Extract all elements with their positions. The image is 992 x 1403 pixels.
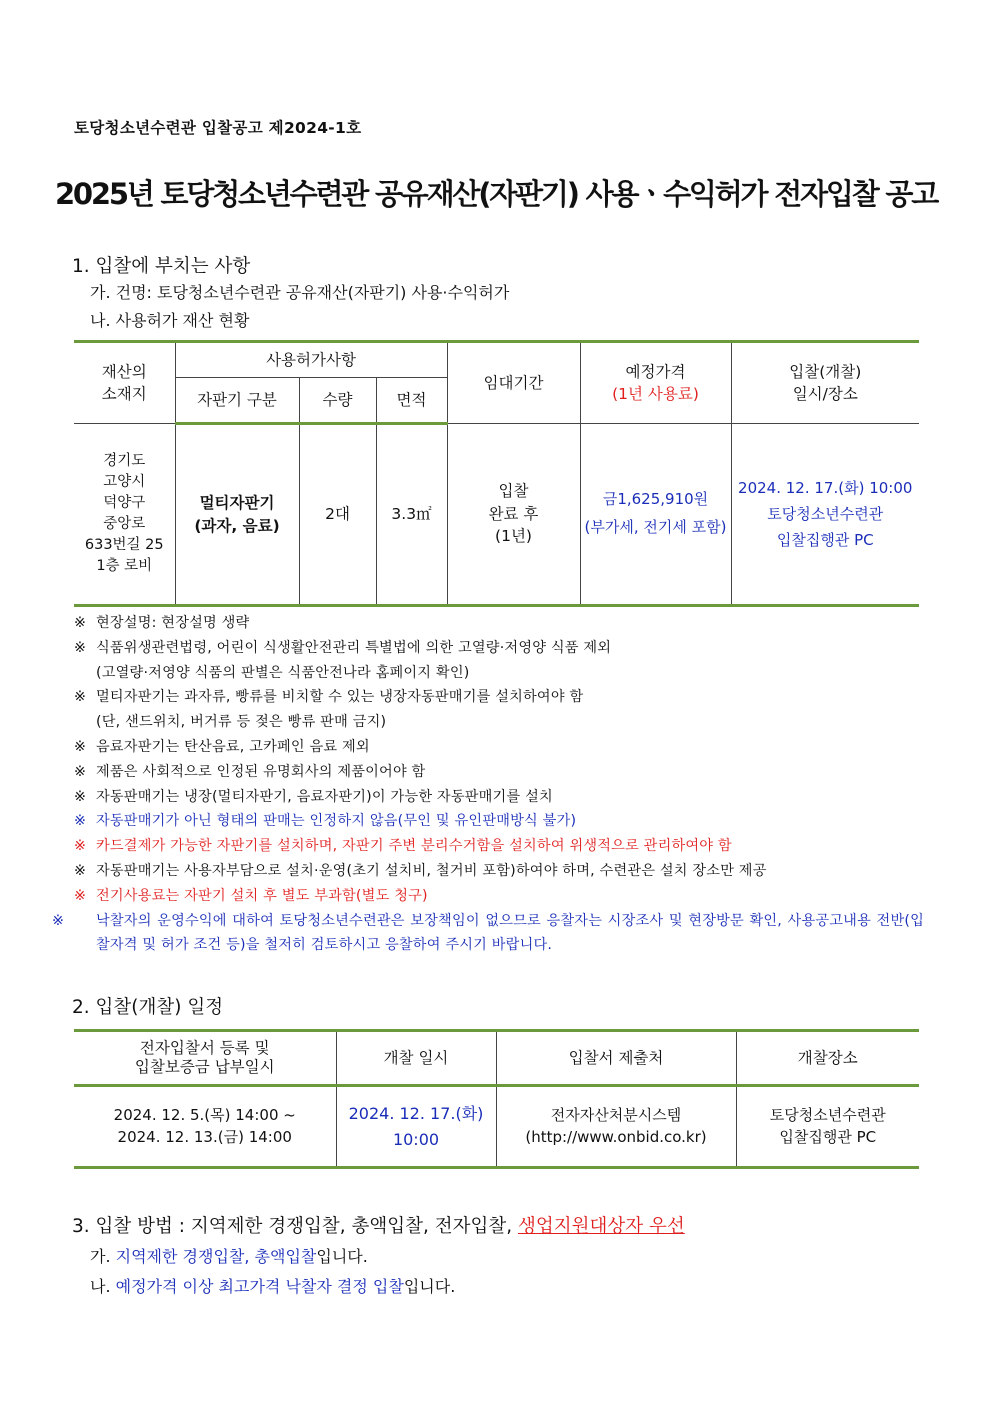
header-price-note: (1년 사용료): [612, 385, 699, 403]
note-item: [74, 611, 924, 636]
note-mark: ※: [74, 838, 87, 855]
header-open-place: 개찰장소: [736, 1031, 919, 1086]
section-1-item-na: 나. 사용허가 재산 현황: [90, 311, 250, 330]
note-item: [74, 884, 924, 909]
header-qty: 수량: [299, 378, 376, 424]
section-3-item-na-label: 나.: [90, 1277, 116, 1296]
note-mark: ※: [74, 615, 87, 631]
cell-price-note: (부가세, 전기세 포함): [584, 518, 727, 536]
cell-price: [580, 424, 731, 606]
header-location: 재산의 소재지: [74, 342, 175, 424]
note-mark: ※: [74, 738, 87, 755]
cell-open-date: 2024. 12. 17.(화) 10:00: [336, 1086, 496, 1168]
note-item: [74, 785, 924, 810]
note-item: [74, 685, 924, 710]
cell-area: 3.3㎡: [376, 424, 447, 606]
note-mark: ※: [52, 912, 65, 929]
note-text: (고열량·저영양 식품의 판별은 식품안전나라 홈페이지 확인): [96, 664, 470, 681]
note-text: 자동판매기는 사용자부담으로 설치·운영(초기 설치비, 철거비 포함)하여야 하며, 수련관은 설치 장소만 제공: [96, 862, 767, 879]
note-item: [74, 661, 924, 686]
note-item: [74, 636, 924, 661]
header-price: [580, 342, 731, 424]
section-1-item-ga: 가. 건명: 토당청소년수련관 공유재산(자판기) 사용·수익허가: [90, 283, 510, 302]
page-title: 2025년 토당청소년수련관 공유재산(자판기) 사용ㆍ수익허가 전자입찰 공고: [54, 177, 938, 211]
cell-submit: 전자자산처분시스템 (http://www.onbid.co.kr): [496, 1086, 736, 1168]
note-text: 멀티자판기는 과자류, 빵류를 비치할 수 있는 냉장자동판매기를 설치하여야 함: [96, 689, 584, 706]
cell-bid-place: 토당청소년수련관 입찰집행관 PC: [767, 504, 884, 550]
header-type: 자판기 구분: [175, 378, 299, 424]
note-mark: ※: [74, 689, 87, 706]
section-1-heading: 1. 입찰에 부치는 사항: [72, 256, 251, 277]
note-text: 자동판매기는 냉장(멀티자판기, 음료자판기)이 가능한 자동판매기를 설치: [96, 788, 553, 805]
cell-period: 입찰 완료 후 (1년): [447, 424, 580, 606]
note-item: [74, 834, 924, 859]
header-submit: 입찰서 제출처: [496, 1031, 736, 1086]
note-text: 제품은 사회적으로 인정된 유명회사의 제품이어야 함: [96, 763, 426, 780]
note-text: 현장설명: 현장설명 생략: [96, 615, 250, 631]
cell-location: 경기도 고양시 덕양구 중앙로 633번길 25 1층 로비: [74, 424, 175, 606]
notes-list: [52, 611, 924, 958]
section-3-heading-text: 3. 입찰 방법 : 지역제한 경쟁입찰, 총액입찰, 전자입찰,: [72, 1216, 518, 1237]
header-permit: 사용허가사항: [175, 342, 447, 378]
note-item: [74, 859, 924, 884]
section-3-item-ga-suffix: 입니다.: [316, 1247, 368, 1266]
header-period: 임대기간: [447, 342, 580, 424]
note-mark: ※: [74, 813, 87, 830]
section-3-item-na-highlight: 예정가격 이상 최고가격 낙찰자 결정 입찰: [115, 1277, 404, 1296]
note-text: 카드결제가 가능한 자판기를 설치하며, 자판기 주변 분리수거함을 설치하여 위생적으로 관리하여야 함: [96, 838, 732, 855]
cell-price-amount: 금1,625,910원: [602, 490, 709, 509]
note-mark: ※: [74, 788, 87, 805]
cell-qty: 2대: [299, 424, 376, 606]
header-register: 전자입찰서 등록 및 입찰보증금 납부일시: [74, 1031, 336, 1086]
schedule-table: [74, 1029, 919, 1169]
note-text: 낙찰자의 운영수익에 대하여 토당청소년수련관은 보장책임이 없으므로 응찰자는 시장조사 및 현장방문 확인, 사용공고내용 전반(입찰자격 및 허가 조건 등)을 철저히 검토하시고 응찰하여 주시기 바랍니다.: [96, 912, 924, 954]
note-mark: ※: [74, 887, 87, 904]
note-text: (단, 샌드위치, 버거류 등 젖은 빵류 판매 금지): [96, 714, 387, 731]
section-3-priority: 생업지원대상자 우선: [518, 1216, 685, 1237]
note-text: 자동판매기가 아닌 형태의 판매는 인정하지 않음(무인 및 유인판매방식 불가): [96, 813, 577, 830]
note-item: [74, 710, 924, 735]
note-mark: ※: [74, 639, 87, 656]
note-mark: ※: [74, 862, 87, 879]
note-text: 전기사용료는 자판기 설치 후 별도 부과함(별도 청구): [96, 887, 428, 904]
header-price-label: 예정가격: [625, 362, 686, 381]
announcement-number: 토당청소년수련관 입찰공고 제2024-1호: [74, 119, 362, 137]
note-text: 음료자판기는 탄산음료, 고카페인 음료 제외: [96, 738, 370, 755]
cell-bid: [731, 424, 919, 606]
section-3-item-na: [90, 1274, 455, 1297]
cell-register: 2024. 12. 5.(목) 14:00 ~ 2024. 12. 13.(금) 14:00: [74, 1086, 336, 1168]
section-3-item-na-suffix: 입니다.: [403, 1277, 456, 1296]
note-item-last: [52, 909, 924, 959]
section-3-heading: [72, 1212, 685, 1238]
note-item: [74, 809, 924, 834]
note-item: [74, 760, 924, 785]
section-2-heading: 2. 입찰(개찰) 일정: [72, 997, 224, 1018]
cell-type: 멀티자판기 (과자, 음료): [175, 424, 299, 606]
section-3-item-ga-label: 가.: [90, 1247, 116, 1266]
cell-open-place: 토당청소년수련관 입찰집행관 PC: [736, 1086, 919, 1168]
note-item: [74, 735, 924, 760]
section-3-item-ga-highlight: 지역제한 경쟁입찰, 총액입찰: [115, 1247, 317, 1266]
header-bid: 입찰(개찰) 일시/장소: [731, 342, 919, 424]
note-mark: ※: [74, 763, 87, 780]
header-area: 면적: [376, 378, 447, 424]
note-text: 식품위생관련법령, 어린이 식생활안전관리 특별법에 의한 고열량·저영양 식품 제외: [96, 639, 612, 656]
property-table: [74, 340, 919, 607]
header-open-date: 개찰 일시: [336, 1031, 496, 1086]
section-3-item-ga: [90, 1244, 368, 1267]
cell-bid-date: 2024. 12. 17.(화) 10:00: [738, 478, 913, 497]
